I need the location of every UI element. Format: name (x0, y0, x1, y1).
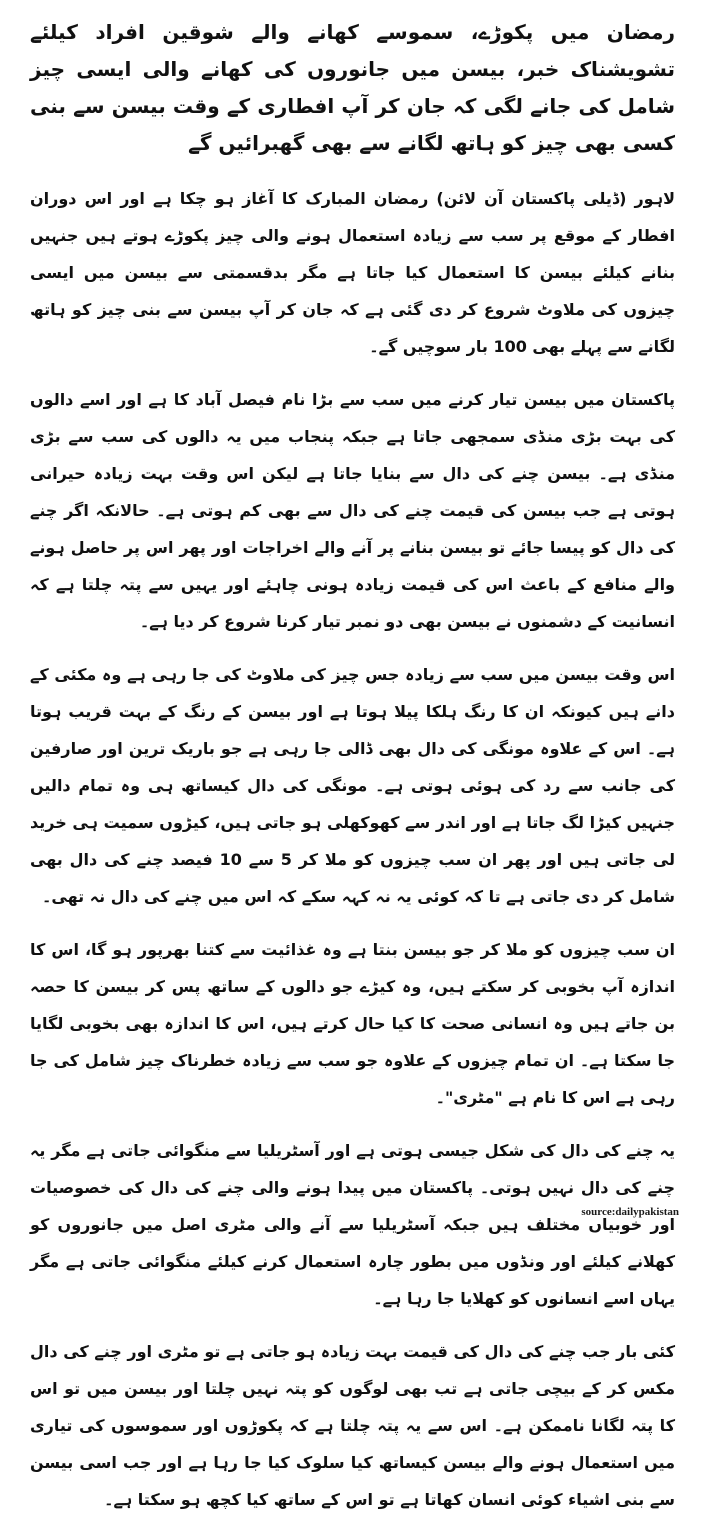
article-paragraph: لاہور (ڈیلی پاکستان آن لائن) رمضان المبارک کا آغاز ہو چکا ہے اور اس دوران افطار کے موقع پر سب سے زیادہ استعمال ہونے والی چیز پکوڑے ہوتے ہیں جنہیں بنانے کیلئے بیسن کا استعمال کیا جاتا ہے مگر بدقسمتی سے بیسن میں ایسی چیزوں کی ملاوٹ شروع کر دی گئی ہے کہ جان کر آپ بیسن سے بنی چیز کو ہاتھ لگانے سے پہلے بھی 100 بار سوچیں گے۔ (30, 189, 675, 356)
source-credit: source:dailypakistan (581, 1206, 679, 1218)
article-paragraph: پاکستان میں بیسن تیار کرنے میں سب سے بڑا نام فیصل آباد کا ہے اور اسے دالوں کی بہت بڑی منڈی سمجھی جاتا ہے جبکہ پنجاب میں یہ دالوں کی سب سے بڑی منڈی ہے۔ بیسن چنے کی دال سے بنایا جاتا ہے لیکن اس وقت بہت زیادہ حیرانی ہوتی ہے جب بیسن کی قیمت چنے کی دال سے بھی کم ہوتی ہے۔ حالانکہ اگر چنے کی دال کو پیسا جائے تو بیسن بنانے پر آنے والے اخراجات اور پھر اس پر حاصل ہونے والے منافع کے باعث اس کی قیمت زیادہ ہونی چاہئے اور یہیں سے پتہ چلتا ہے کہ انسانیت کے دشمنوں نے بیسن بھی دو نمبر تیار کرنا شروع کر دیا ہے۔ (30, 390, 675, 631)
article-paragraph: کئی بار جب چنے کی دال کی قیمت بہت زیادہ ہو جاتی ہے تو مٹری اور چنے کی دال مکس کر کے بیچی جاتی ہے تب بھی لوگوں کو پتہ نہیں چلتا اور بیسن میں تو اس کا پتہ لگانا ناممکن ہے۔ اس سے یہ پتہ چلتا ہے کہ پکوڑوں اور سموسوں کی تیاری میں استعمال ہونے والے بیسن کیساتھ کیا سلوک کیا جا رہا ہے اور جب اسی بیسن سے بنی اشیاء کوئی انسان کھاتا ہے تو اس کے ساتھ کیا کچھ ہو سکتا ہے۔ (30, 1342, 675, 1509)
article-paragraph: یہ چنے کی دال کی شکل جیسی ہوتی ہے اور آسٹریلیا سے منگوائی جاتی ہے مگر یہ چنے کی دال نہیں ہوتی۔ پاکستان میں پیدا ہونے والی چنے کی دال کی خصوصیات اور خوبیاں مختلف ہیں جبکہ آسٹریلیا سے آنے والی مٹری اصل میں جانوروں کو کھلانے کیلئے اور ونڈوں میں بطور چارہ استعمال کرنے کیلئے منگوائی جاتی ہے مگر یہاں اسے انسانوں کو کھلایا جا رہا ہے۔ (30, 1141, 675, 1308)
article-paragraph: اس وقت بیسن میں سب سے زیادہ جس چیز کی ملاوٹ کی جا رہی ہے وہ مکئی کے دانے ہیں کیونکہ ان کا رنگ ہلکا پیلا ہوتا ہے اور بیسن کے رنگ کے بہت قریب ہوتا ہے۔ اس کے علاوہ مونگی کی دال بھی ڈالی جا رہی ہے جو باریک ترین اور صارفین کی جانب سے رد کی ہوئی ہوتی ہے۔ مونگی کی دال کیساتھ ہی وہ تمام دالیں جنہیں کیڑا لگ جاتا ہے اور اندر سے کھوکھلی ہو جاتی ہیں، کیڑوں سمیت ہی خرید لی جاتی ہیں اور پھر ان سب چیزوں کو ملا کر 5 سے 10 فیصد چنے کی دال بھی شامل کر دی جاتی ہے تا کہ کوئی یہ نہ کہہ سکے کہ اس میں چنے کی دال نہ تھی۔ (30, 665, 676, 906)
article-paragraph: ان سب چیزوں کو ملا کر جو بیسن بنتا ہے وہ غذائیت سے کتنا بھرپور ہو گا، اس کا اندازہ آپ بخوبی کر سکتے ہیں، وہ کیڑے جو دالوں کے ساتھ پس کر بیسن کا حصہ بن جاتے ہیں وہ انسانی صحت کا کیا حال کرتے ہیں، اس کا اندازہ بھی بخوبی لگایا جا سکتا ہے۔ ان تمام چیزوں کے علاوہ جو سب سے زیادہ خطرناک چیز شامل کی جا رہی ہے اس کا نام ہے "مٹری"۔ (30, 940, 675, 1107)
article-headline: رمضان میں پکوڑے، سموسے کھانے والے شوقین افراد کیلئے تشویشناک خبر، بیسن میں جانوروں کی کھانے والی ایسی چیز شامل کی جانے لگی کہ جان کر آپ افطاری کے وقت بیسن سے بنی کسی بھی چیز کو ہاتھ لگانے سے بھی گھبرائیں گے (30, 20, 675, 155)
article (30, 14, 675, 1534)
